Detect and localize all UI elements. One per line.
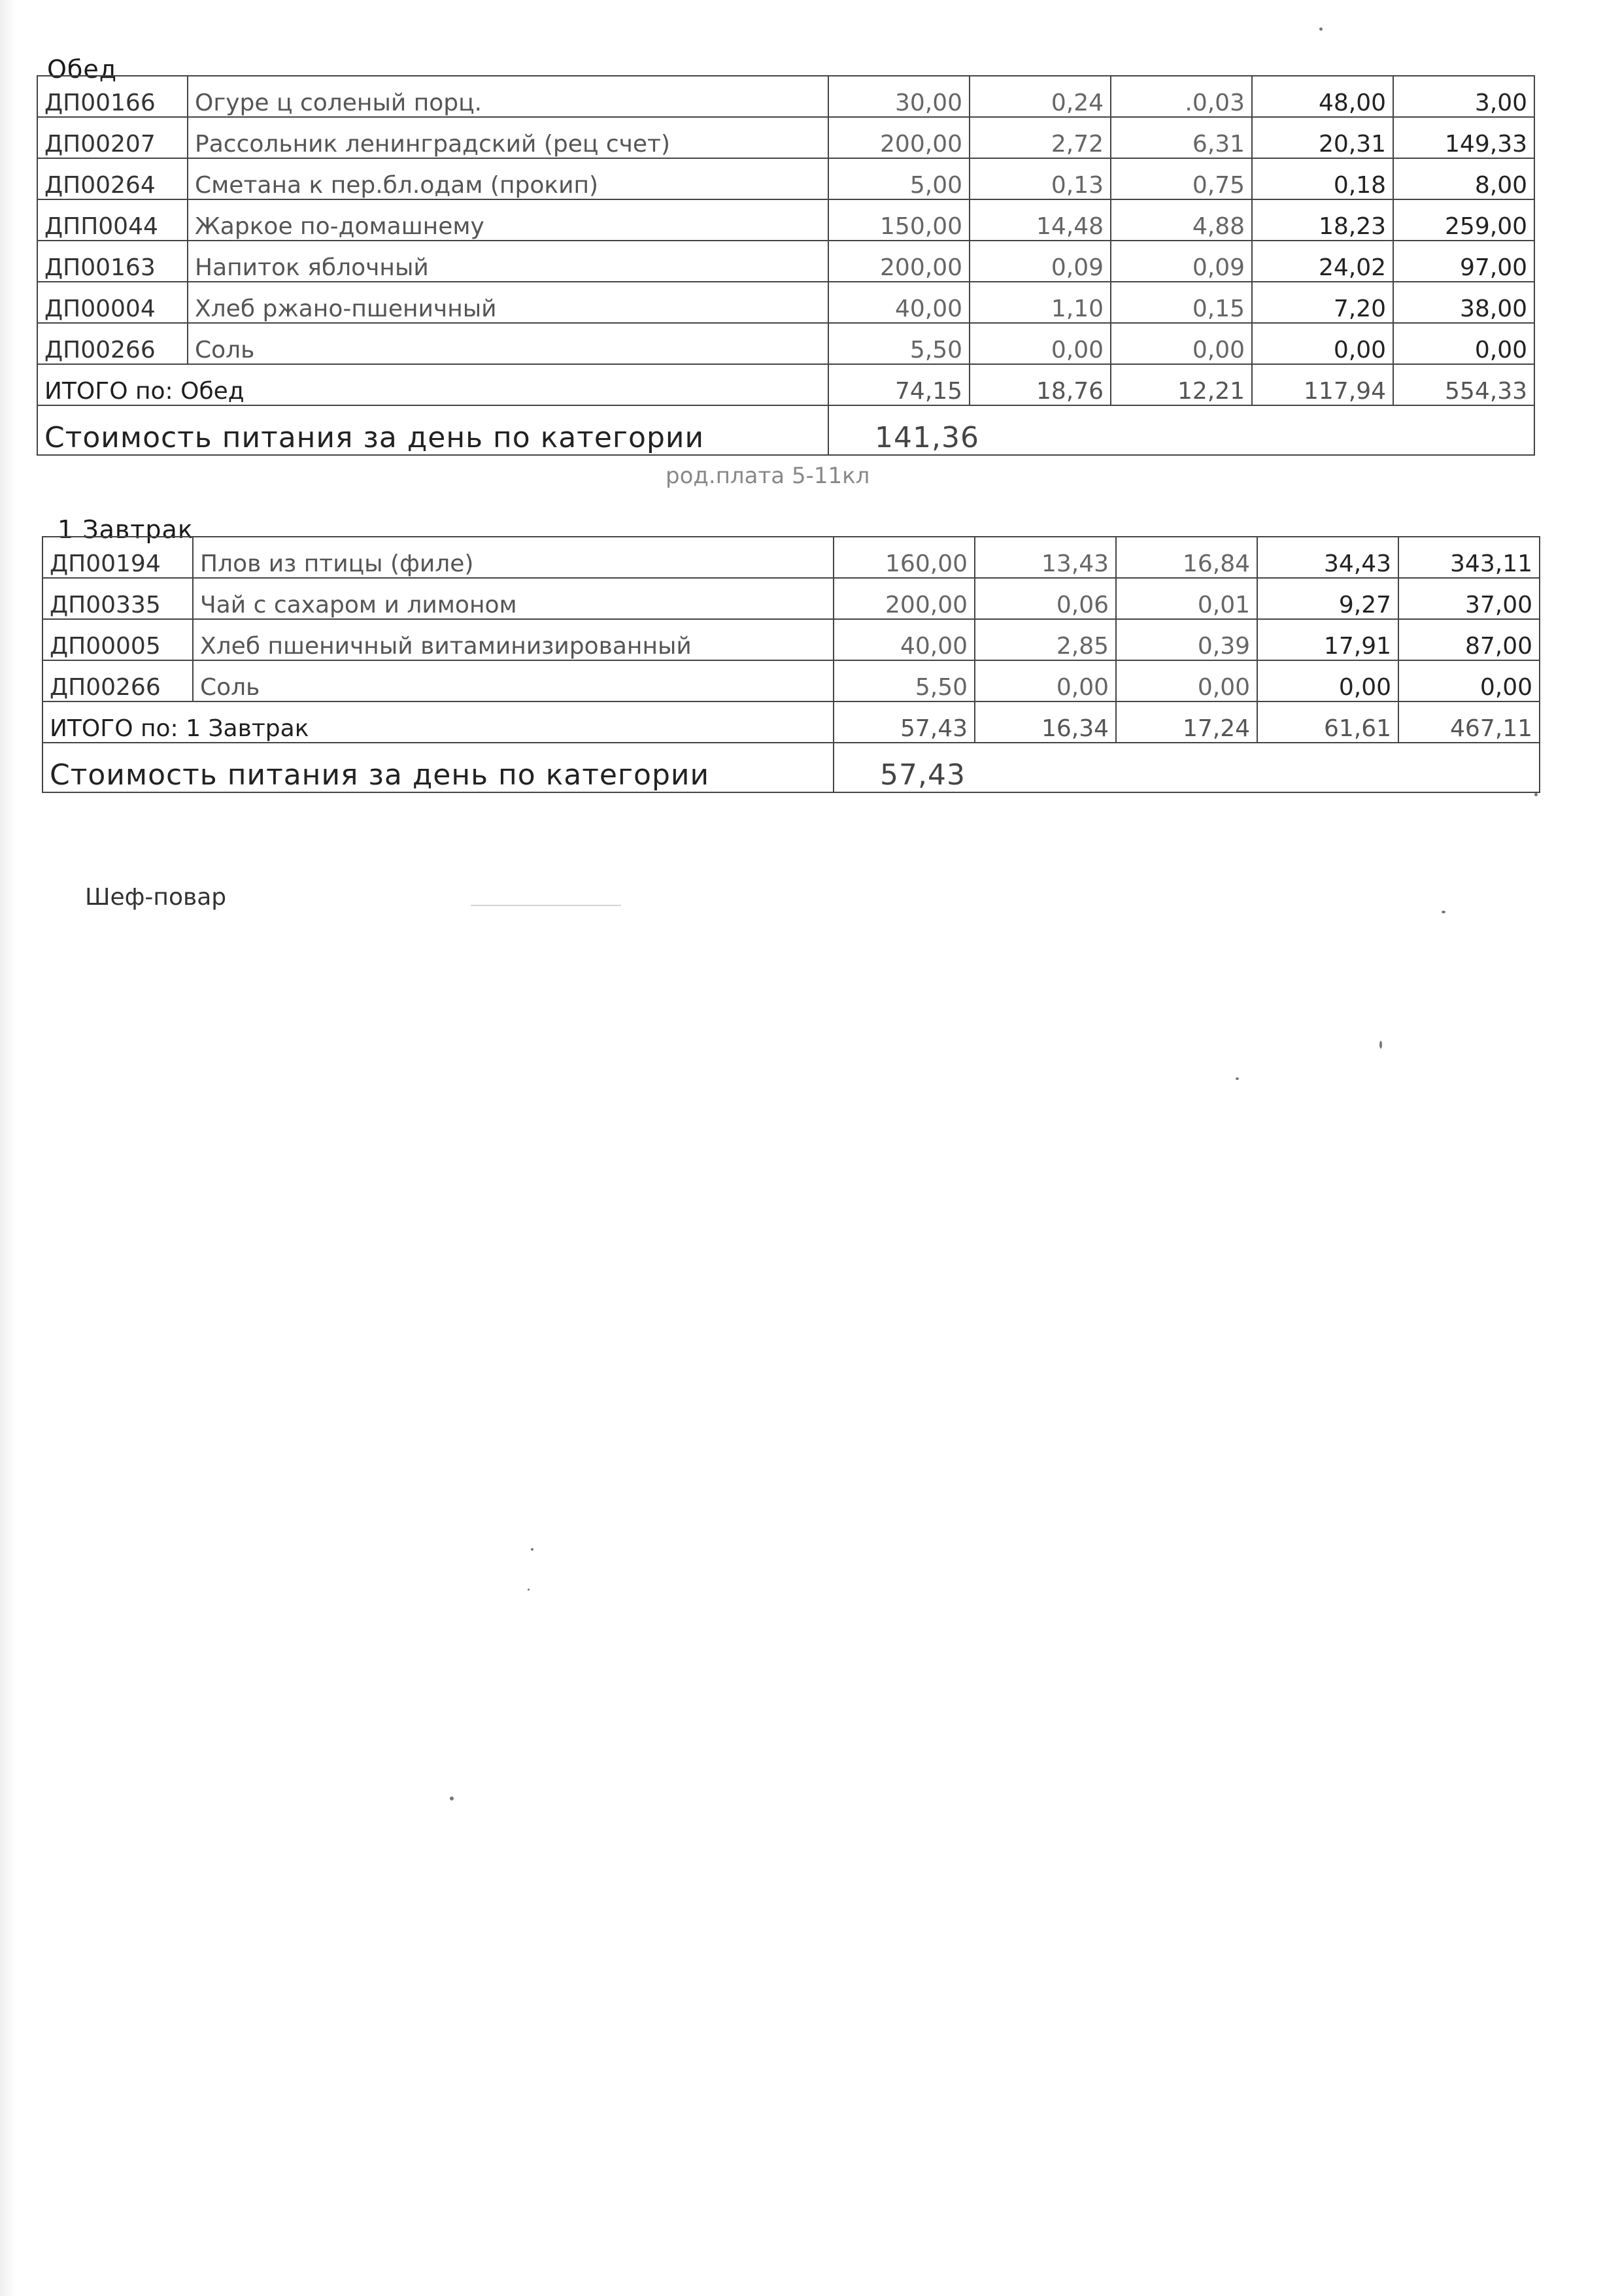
item-value-1: 5,00	[828, 158, 970, 199]
item-code: ДП00266	[37, 323, 188, 364]
item-value-2: 14,48	[970, 199, 1111, 241]
item-value-5: 3,00	[1393, 76, 1534, 117]
fee-note: род.плата 5-11кл	[666, 463, 870, 489]
lunch-total-v3: 12,21	[1111, 364, 1252, 405]
lunch-total-v5: 554,33	[1393, 364, 1534, 405]
lunch-cost-value: 141,36	[828, 405, 1534, 455]
item-value-1: 160,00	[834, 537, 975, 578]
item-name: Жаркое по-домашнему	[188, 199, 828, 241]
item-value-4: 24,02	[1252, 241, 1393, 282]
item-value-4: 9,27	[1257, 578, 1398, 619]
item-value-5: 8,00	[1393, 158, 1534, 199]
lunch-total-v1: 74,15	[828, 364, 970, 405]
item-value-2: 0,06	[975, 578, 1116, 619]
item-value-3: 0,01	[1116, 578, 1257, 619]
item-value-2: 2,85	[975, 619, 1116, 660]
item-code: ДП00163	[37, 241, 188, 282]
lunch-total-row	[37, 364, 1534, 405]
item-value-3: 0,39	[1116, 619, 1257, 660]
item-value-2: 0,00	[975, 660, 1116, 701]
item-code: ДП00005	[42, 619, 193, 660]
item-value-5: 38,00	[1393, 282, 1534, 323]
breakfast-table-row	[42, 578, 1540, 619]
item-value-2: 2,72	[970, 117, 1111, 158]
item-name: Соль	[188, 323, 828, 364]
item-name: Хлеб ржано-пшеничный	[188, 282, 828, 323]
scan-speck	[1379, 1041, 1382, 1049]
scan-edge-shade	[0, 0, 16, 2296]
item-value-2: 0,09	[970, 241, 1111, 282]
item-value-3: 0,00	[1116, 660, 1257, 701]
item-name: Сметана к пер.бл.одам (прокип)	[188, 158, 828, 199]
item-value-1: 200,00	[834, 578, 975, 619]
item-name: Рассольник ленинградский (рец счет)	[188, 117, 828, 158]
breakfast-table-row	[42, 619, 1540, 660]
item-value-5: 343,11	[1398, 537, 1540, 578]
item-value-1: 200,00	[828, 241, 970, 282]
scan-speck	[1319, 27, 1323, 31]
item-value-1: 200,00	[828, 117, 970, 158]
item-name: Хлеб пшеничный витаминизированный	[193, 619, 834, 660]
item-code: ДП00266	[42, 660, 193, 701]
item-code: ДП00004	[37, 282, 188, 323]
item-value-3: 0,15	[1111, 282, 1252, 323]
item-value-2: 0,24	[970, 76, 1111, 117]
item-code: ДП00194	[42, 537, 193, 578]
item-value-5: 259,00	[1393, 199, 1534, 241]
breakfast-table-row	[42, 537, 1540, 578]
item-value-4: 0,18	[1252, 158, 1393, 199]
breakfast-cost-value: 57,43	[834, 743, 1540, 792]
section-title-lunch: Обед	[47, 55, 117, 84]
lunch-table-row	[37, 323, 1534, 364]
item-name: Плов из птицы (филе)	[193, 537, 834, 578]
item-value-1: 5,50	[828, 323, 970, 364]
item-value-2: 1,10	[970, 282, 1111, 323]
item-name: Соль	[193, 660, 834, 701]
item-value-4: 0,00	[1257, 660, 1398, 701]
item-value-5: 37,00	[1398, 578, 1540, 619]
item-code: ДП00264	[37, 158, 188, 199]
breakfast-table	[42, 536, 1540, 793]
item-code: ДП00207	[37, 117, 188, 158]
breakfast-total-v2: 16,34	[975, 701, 1116, 743]
item-value-4: 48,00	[1252, 76, 1393, 117]
lunch-table-row	[37, 282, 1534, 323]
lunch-total-v2: 18,76	[970, 364, 1111, 405]
breakfast-total-v5: 467,11	[1398, 701, 1540, 743]
item-value-4: 17,91	[1257, 619, 1398, 660]
breakfast-total-v3: 17,24	[1116, 701, 1257, 743]
breakfast-total-label: ИТОГО по: 1 Завтрак	[42, 701, 834, 743]
scan-speck	[450, 1797, 454, 1800]
scan-speck	[1236, 1077, 1239, 1080]
scan-speck	[1442, 911, 1445, 913]
item-code: ДП00335	[42, 578, 193, 619]
scan-speck	[528, 1589, 530, 1591]
lunch-total-label: ИТОГО по: Обед	[37, 364, 828, 405]
item-value-5: 149,33	[1393, 117, 1534, 158]
item-value-2: 13,43	[975, 537, 1116, 578]
lunch-table	[37, 75, 1535, 456]
chef-signature-label: Шеф-повар	[85, 884, 227, 911]
breakfast-total-row	[42, 701, 1540, 743]
item-value-1: 40,00	[828, 282, 970, 323]
item-value-4: 7,20	[1252, 282, 1393, 323]
item-value-3: 0,00	[1111, 323, 1252, 364]
item-value-4: 18,23	[1252, 199, 1393, 241]
lunch-table-row	[37, 158, 1534, 199]
breakfast-table-row	[42, 660, 1540, 701]
item-value-1: 150,00	[828, 199, 970, 241]
lunch-total-v4: 117,94	[1252, 364, 1393, 405]
item-value-3: 6,31	[1111, 117, 1252, 158]
section-title-breakfast: 1 Завтрак	[58, 515, 194, 544]
item-value-5: 97,00	[1393, 241, 1534, 282]
item-name: Чай с сахаром и лимоном	[193, 578, 834, 619]
breakfast-cost-row	[42, 743, 1540, 792]
item-value-3: 0,75	[1111, 158, 1252, 199]
breakfast-cost-label: Стоимость питания за день по категории	[42, 743, 834, 792]
item-code: ДП00166	[37, 76, 188, 117]
item-value-1: 40,00	[834, 619, 975, 660]
item-value-3: 0,09	[1111, 241, 1252, 282]
breakfast-total-v4: 61,61	[1257, 701, 1398, 743]
lunch-table-row	[37, 241, 1534, 282]
signature-line	[471, 905, 621, 906]
lunch-cost-label: Стоимость питания за день по категории	[37, 405, 828, 455]
item-value-2: 0,00	[970, 323, 1111, 364]
breakfast-total-v1: 57,43	[834, 701, 975, 743]
item-name: Напиток яблочный	[188, 241, 828, 282]
scan-speck	[1534, 793, 1538, 796]
lunch-table-row	[37, 117, 1534, 158]
item-name: Огуре ц соленый порц.	[188, 76, 828, 117]
item-value-5: 87,00	[1398, 619, 1540, 660]
lunch-cost-row	[37, 405, 1534, 455]
item-value-4: 20,31	[1252, 117, 1393, 158]
item-value-2: 0,13	[970, 158, 1111, 199]
item-value-1: 5,50	[834, 660, 975, 701]
item-value-3: 16,84	[1116, 537, 1257, 578]
item-value-1: 30,00	[828, 76, 970, 117]
scan-speck	[531, 1548, 533, 1551]
lunch-table-row	[37, 76, 1534, 117]
item-value-3: .0,03	[1111, 76, 1252, 117]
item-value-4: 0,00	[1252, 323, 1393, 364]
item-value-4: 34,43	[1257, 537, 1398, 578]
item-value-5: 0,00	[1398, 660, 1540, 701]
item-value-3: 4,88	[1111, 199, 1252, 241]
item-value-5: 0,00	[1393, 323, 1534, 364]
lunch-table-row	[37, 199, 1534, 241]
item-code: ДПП0044	[37, 199, 188, 241]
